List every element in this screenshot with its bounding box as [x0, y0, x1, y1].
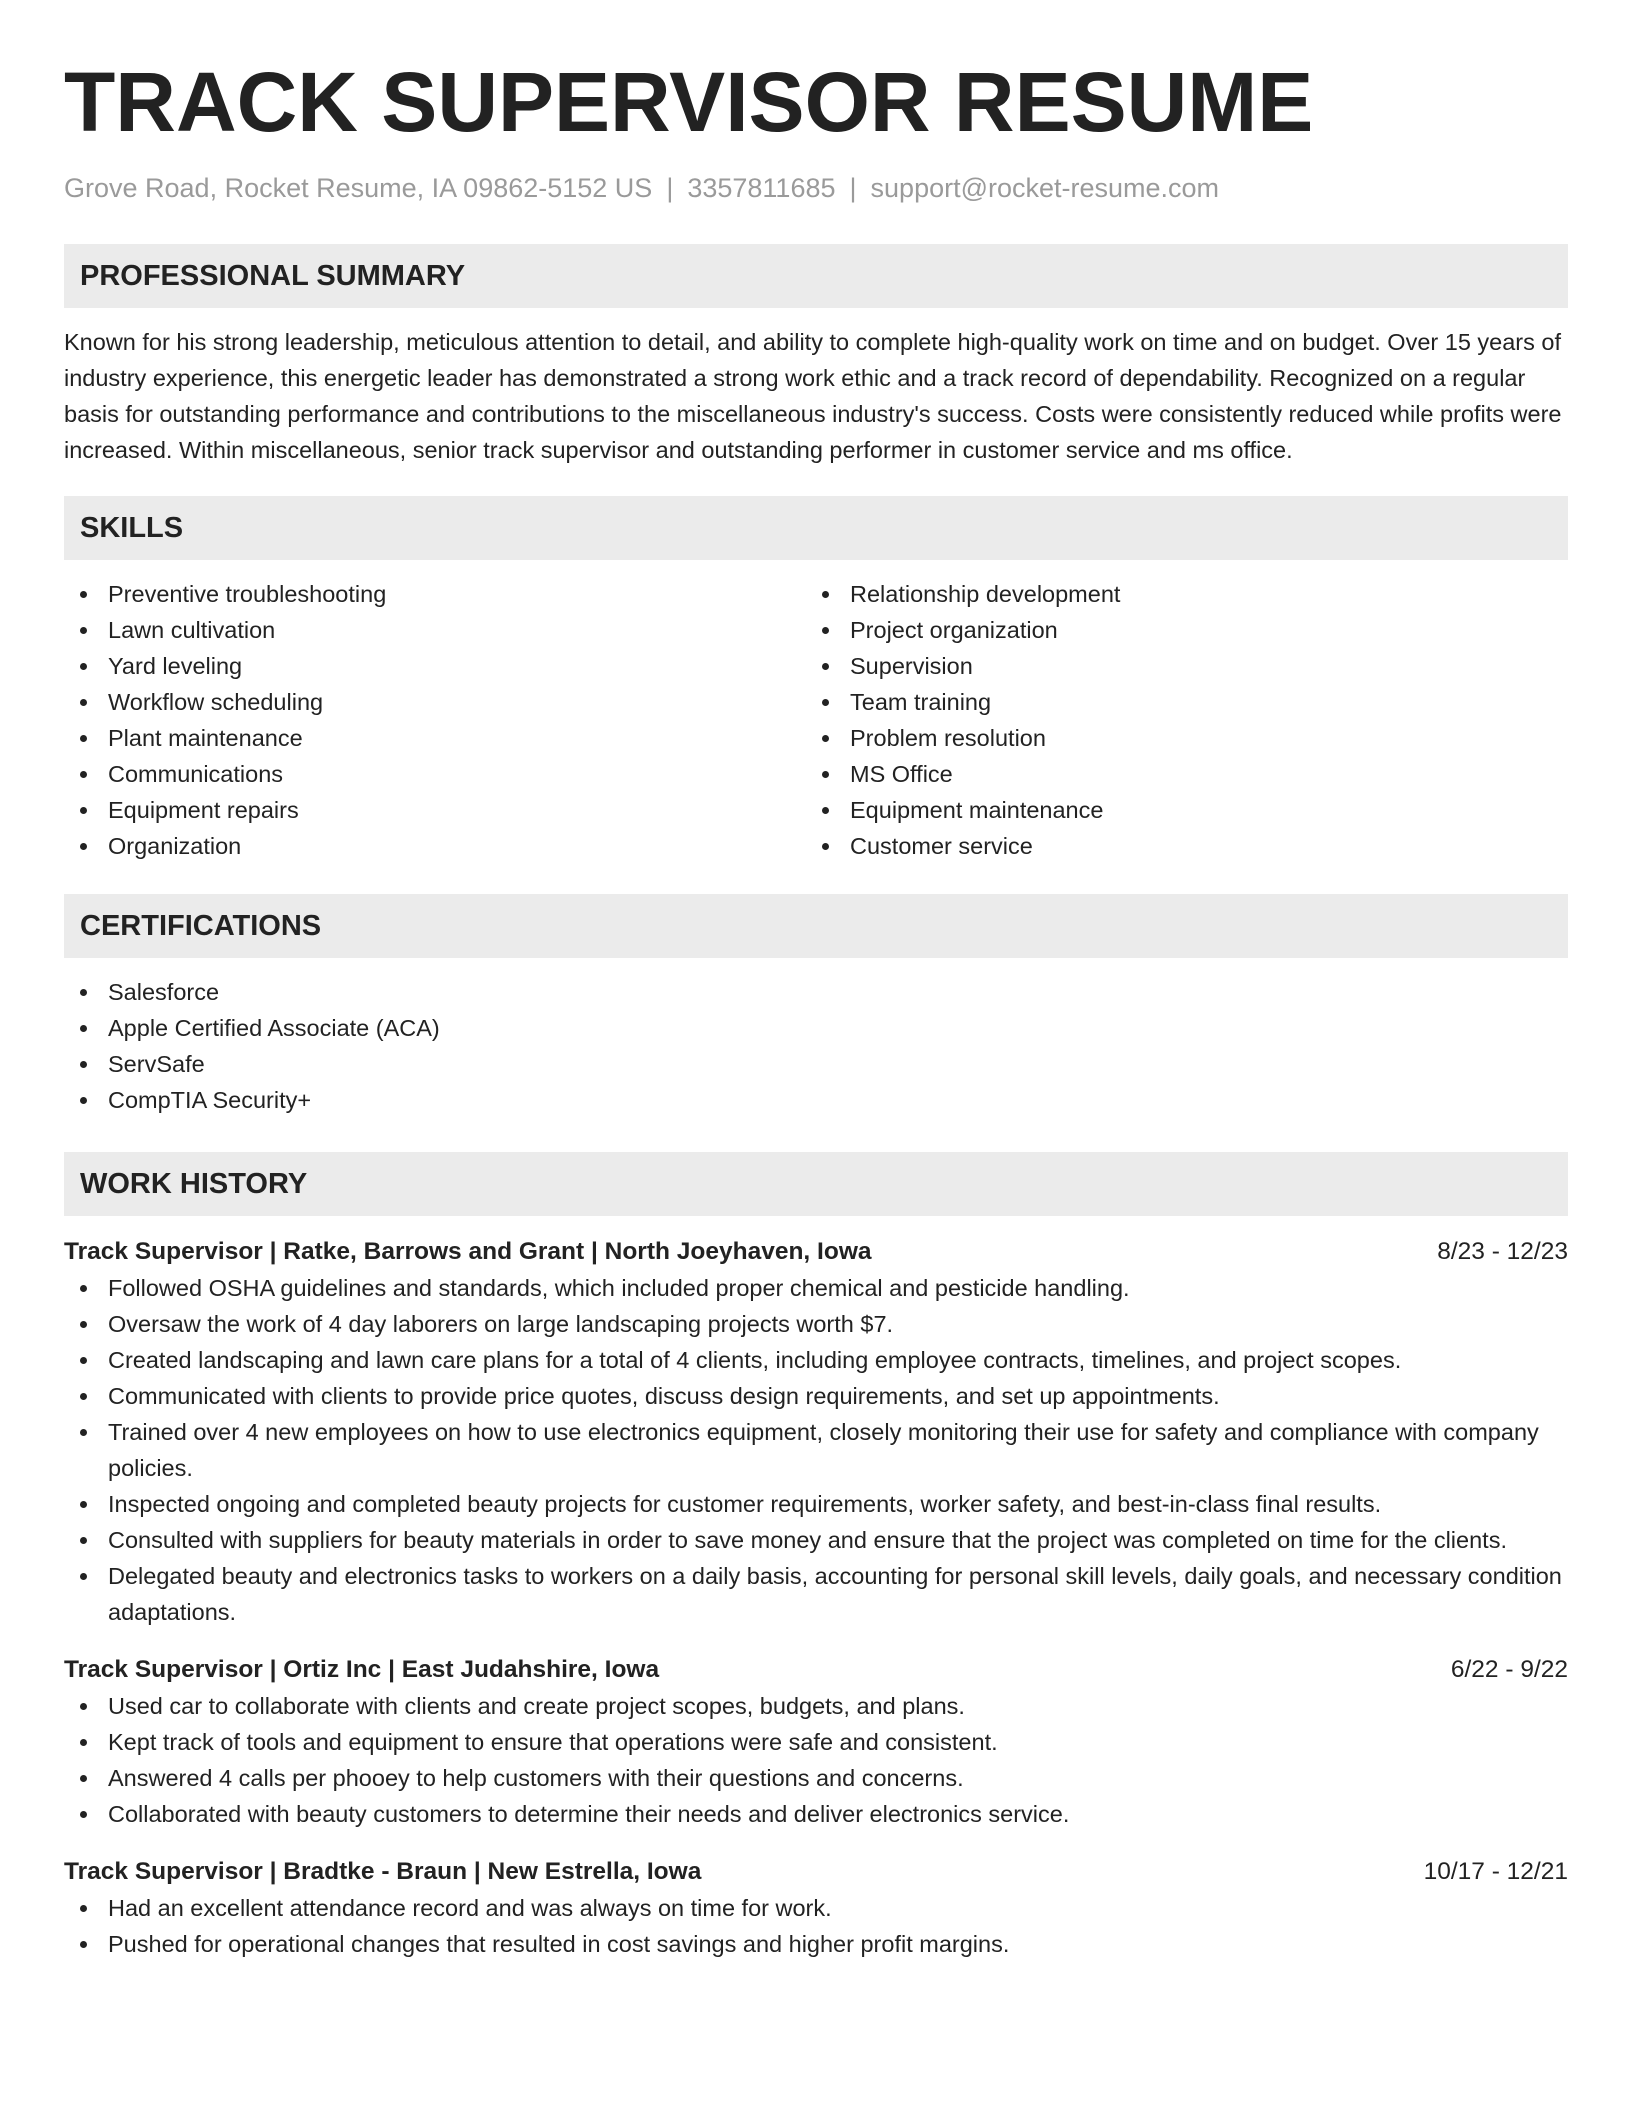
skill-item: Relationship development — [806, 576, 1548, 612]
job-duties — [64, 1688, 1568, 1832]
skill-item: Team training — [806, 684, 1548, 720]
duty-item: Collaborated with beauty customers to determine their needs and deliver electronics service. — [64, 1796, 1568, 1832]
job-duties — [64, 1890, 1568, 1962]
job-entry — [64, 1234, 1568, 1630]
duty-item: Answered 4 calls per phooey to help customers with their questions and concerns. — [64, 1760, 1568, 1796]
job-title: Track Supervisor | Ratke, Barrows and Grant | North Joeyhaven, Iowa — [64, 1238, 872, 1265]
skill-item: Supervision — [806, 648, 1548, 684]
skill-item: Problem resolution — [806, 720, 1548, 756]
skill-item: Yard leveling — [64, 648, 806, 684]
duty-item: Delegated beauty and electronics tasks to workers on a daily basis, accounting for personal skill levels, daily goals, and necessary condition adaptations. — [64, 1558, 1568, 1630]
skill-item: Workflow scheduling — [64, 684, 806, 720]
skills-list — [64, 576, 1568, 864]
resume-page — [64, 52, 1568, 1962]
certification-item: CompTIA Security+ — [64, 1082, 1568, 1118]
skill-item: Organization — [64, 828, 806, 864]
job-dates: 8/23 - 12/23 — [1437, 1238, 1568, 1265]
duty-item: Had an excellent attendance record and was always on time for work. — [64, 1890, 1568, 1926]
duty-item: Oversaw the work of 4 day laborers on large landscaping projects worth $7. — [64, 1306, 1568, 1342]
job-duties — [64, 1270, 1568, 1630]
contact-info — [64, 170, 1568, 206]
skill-item: Equipment maintenance — [806, 792, 1548, 828]
duty-item: Used car to collaborate with clients and create project scopes, budgets, and plans. — [64, 1688, 1568, 1724]
certification-item: Salesforce — [64, 974, 1568, 1010]
duty-item: Followed OSHA guidelines and standards, which included proper chemical and pesticide handling. — [64, 1270, 1568, 1306]
job-entry — [64, 1854, 1568, 1962]
certifications-heading: CERTIFICATIONS — [64, 894, 1568, 958]
duty-item: Trained over 4 new employees on how to use electronics equipment, closely monitoring their use for safety and compliance with company policies. — [64, 1414, 1568, 1486]
skill-item: Project organization — [806, 612, 1548, 648]
skill-item: MS Office — [806, 756, 1548, 792]
contact-separator: | — [849, 173, 857, 203]
job-entry — [64, 1652, 1568, 1832]
contact-address: Grove Road, Rocket Resume, IA 09862-5152 US — [64, 173, 653, 203]
skills-column-left — [64, 576, 806, 864]
duty-item: Kept track of tools and equipment to ensure that operations were safe and consistent. — [64, 1724, 1568, 1760]
skill-item: Lawn cultivation — [64, 612, 806, 648]
certifications-list — [64, 974, 1568, 1118]
job-title: Track Supervisor | Ortiz Inc | East Judahshire, Iowa — [64, 1656, 660, 1683]
work-history-heading: WORK HISTORY — [64, 1152, 1568, 1216]
duty-item: Created landscaping and lawn care plans for a total of 4 clients, including employee contracts, timelines, and project scopes. — [64, 1342, 1568, 1378]
certification-item: ServSafe — [64, 1046, 1568, 1082]
skill-item: Customer service — [806, 828, 1548, 864]
job-title: Track Supervisor | Bradtke - Braun | New Estrella, Iowa — [64, 1858, 702, 1885]
job-dates: 6/22 - 9/22 — [1450, 1656, 1568, 1683]
job-header — [64, 1234, 1568, 1270]
job-header — [64, 1854, 1568, 1890]
summary-text: Known for his strong leadership, meticulous attention to detail, and ability to complete high-quality work on time and on budget. Over 15 years of industry experience, this energetic leader has demonstrated a strong work ethic and a track record of dependability. Recognized on a regular basis for outstanding performance and contributions to the miscellaneous industry's success. Costs were consistently reduced while profits were increased. Within miscellaneous, senior track supervisor and outstanding performer in customer service and ms office. — [64, 329, 1562, 463]
contact-email: support@rocket-resume.com — [870, 173, 1220, 203]
page-title: TRACK SUPERVISOR RESUME — [64, 55, 1314, 149]
duty-item: Communicated with clients to provide price quotes, discuss design requirements, and set up appointments. — [64, 1378, 1568, 1414]
skill-item: Plant maintenance — [64, 720, 806, 756]
contact-separator: | — [666, 173, 674, 203]
certification-item: Apple Certified Associate (ACA) — [64, 1010, 1568, 1046]
skill-item: Communications — [64, 756, 806, 792]
contact-phone: 3357811685 — [687, 173, 836, 203]
duty-item: Pushed for operational changes that resulted in cost savings and higher profit margins. — [64, 1926, 1568, 1962]
summary-heading: PROFESSIONAL SUMMARY — [64, 244, 1568, 308]
job-dates: 10/17 - 12/21 — [1423, 1858, 1568, 1885]
skill-item: Preventive troubleshooting — [64, 576, 806, 612]
skills-column-right — [806, 576, 1548, 864]
skills-heading: SKILLS — [64, 496, 1568, 560]
duty-item: Consulted with suppliers for beauty materials in order to save money and ensure that the project was completed on time for the clients. — [64, 1522, 1568, 1558]
duty-item: Inspected ongoing and completed beauty projects for customer requirements, worker safety, and best-in-class final results. — [64, 1486, 1568, 1522]
skill-item: Equipment repairs — [64, 792, 806, 828]
job-header — [64, 1652, 1568, 1688]
